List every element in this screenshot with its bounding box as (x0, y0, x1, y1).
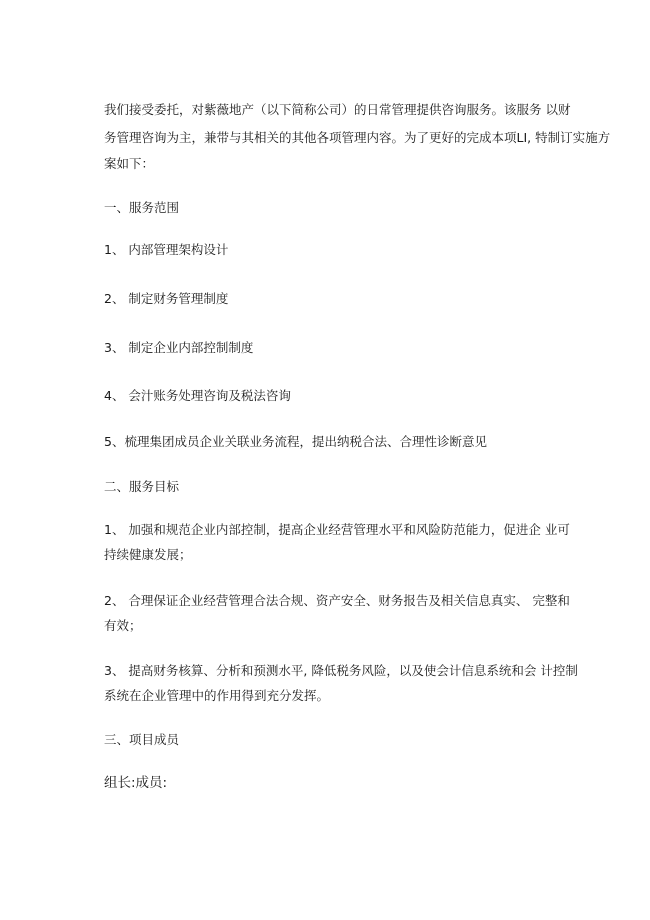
intro-paragraph-line-3: 案如下： (104, 156, 155, 171)
goal-item-2-line-2: 有效； (104, 618, 142, 633)
scope-item-2: 2、 制定财务管理制度 (104, 291, 229, 306)
project-members-line: 组长:成员: (104, 775, 168, 791)
goal-item-1-line-2: 持续健康发展； (104, 547, 192, 562)
intro-paragraph-line-1: 我们接受委托，对紫薇地产（以下简称公司）的日常管理提供咨询服务。该服务 以财 (104, 102, 571, 117)
scope-item-3: 3、 制定企业内部控制制度 (104, 340, 254, 355)
intro-paragraph-line-2: 务管理咨询为主，兼带与其相关的其他各项管理内容。为了更好的完成本项LI, 特制订实施方 (104, 130, 611, 145)
section-heading-project-members: 三、项目成员 (104, 732, 180, 747)
scope-item-4: 4、 会汁账务处理咨询及税法咨询 (104, 388, 291, 403)
goal-item-1-line-1: 1、 加强和规范企业内部控制，提高企业经营管理水平和风险防范能力，促进企 业可 (104, 522, 570, 537)
goal-item-2-line-1: 2、 合理保证企业经营管理合法合规、资产安全、财务报告及相关信息真实、 完整和 (104, 593, 570, 608)
section-heading-service-goals: 二、服务目标 (104, 479, 180, 494)
goal-item-3-line-1: 3、 提高财务核算、分析和预测水平, 降低税务风险，以及使会计信息系统和会 计控制 (104, 663, 578, 678)
section-heading-service-scope: 一、服务范围 (104, 200, 180, 215)
scope-item-5: 5、梳理集团成员企业关联业务流程，提出纳税合法、合理性诊断意见 (104, 434, 487, 449)
scope-item-1: 1、 内部管理架构设计 (104, 242, 229, 257)
goal-item-3-line-2: 系统在企业管理中的作用得到充分发挥。 (104, 688, 330, 703)
